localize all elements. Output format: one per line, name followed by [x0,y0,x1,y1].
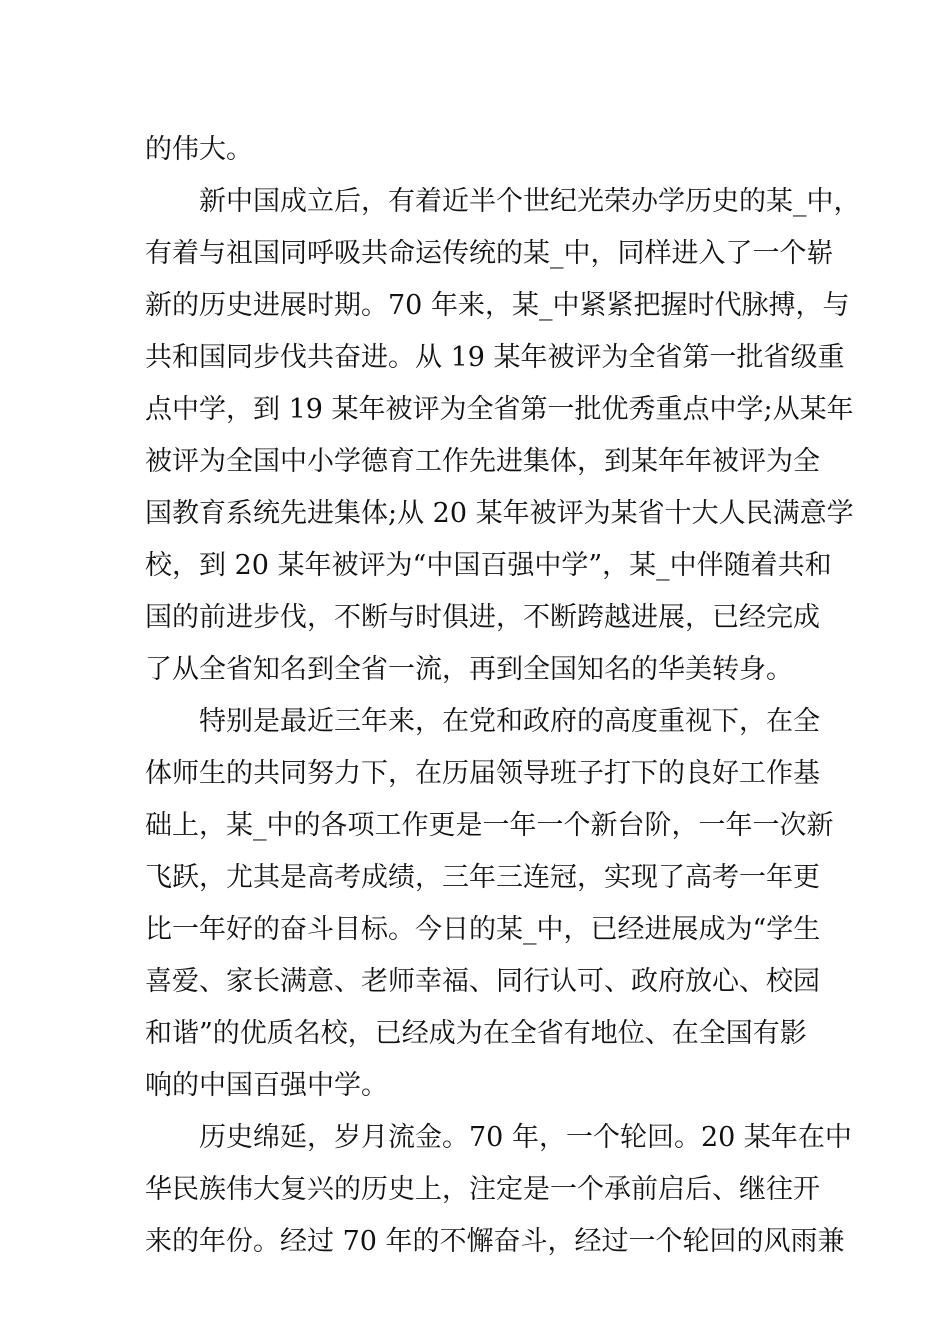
text-line: 的伟大。 [145,134,253,165]
text-line: 国的前进步伐，不断与时俱进，不断跨越进展，已经完成 [145,602,820,633]
text-line: 比一年好的奋斗目标。今日的某_中，已经进展成为“学生 [145,914,821,945]
text-line: 被评为全国中小学德育工作先进集体，到某年年被评为全 [145,446,820,477]
text-line: 国教育系统先进集体;从 20 某年被评为某省十大人民满意学 [145,498,854,529]
text-line: 喜爱、家长满意、老师幸福、同行认可、政府放心、校园 [145,966,820,997]
text-line: 了从全省知名到全省一流，再到全国知名的华美转身。 [145,654,793,685]
text-line: 校，到 20 某年被评为“中国百强中学”，某_中伴随着共和 [145,550,832,581]
paragraph-first-line: 历史绵延，岁月流金。70 年，一个轮回。20 某年在中 [199,1122,852,1153]
text-line: 体师生的共同努力下，在历届领导班子打下的良好工作基 [145,758,820,789]
text-line: 响的中国百强中学。 [145,1070,388,1101]
text-line: 有着与祖国同呼吸共命运传统的某_中，同样进入了一个崭 [145,238,834,269]
text-line: 新的历史进展时期。70 年来，某_中紧紧把握时代脉搏，与 [145,290,850,321]
text-line: 点中学，到 19 某年被评为全省第一批优秀重点中学;从某年 [145,394,854,425]
text-line: 础上，某_中的各项工作更是一年一个新台阶，一年一次新 [145,810,834,841]
text-line: 和谐”的优质名校，已经成为在全省有地位、在全国有影 [145,1018,807,1049]
text-line: 华民族伟大复兴的历史上，注定是一个承前启后、继往开 [145,1174,820,1205]
text-line: 共和国同步伐共奋进。从 19 某年被评为全省第一批省级重 [145,342,845,373]
text-line: 飞跃，尤其是高考成绩，三年三连冠，实现了高考一年更 [145,862,820,893]
paragraph-first-line: 特别是最近三年来，在党和政府的高度重视下，在全 [199,706,820,737]
text-line: 来的年份。经过 70 年的不懈奋斗，经过一个轮回的风雨兼 [145,1226,845,1257]
paragraph-first-line: 新中国成立后，有着近半个世纪光荣办学历史的某_中， [199,186,861,217]
